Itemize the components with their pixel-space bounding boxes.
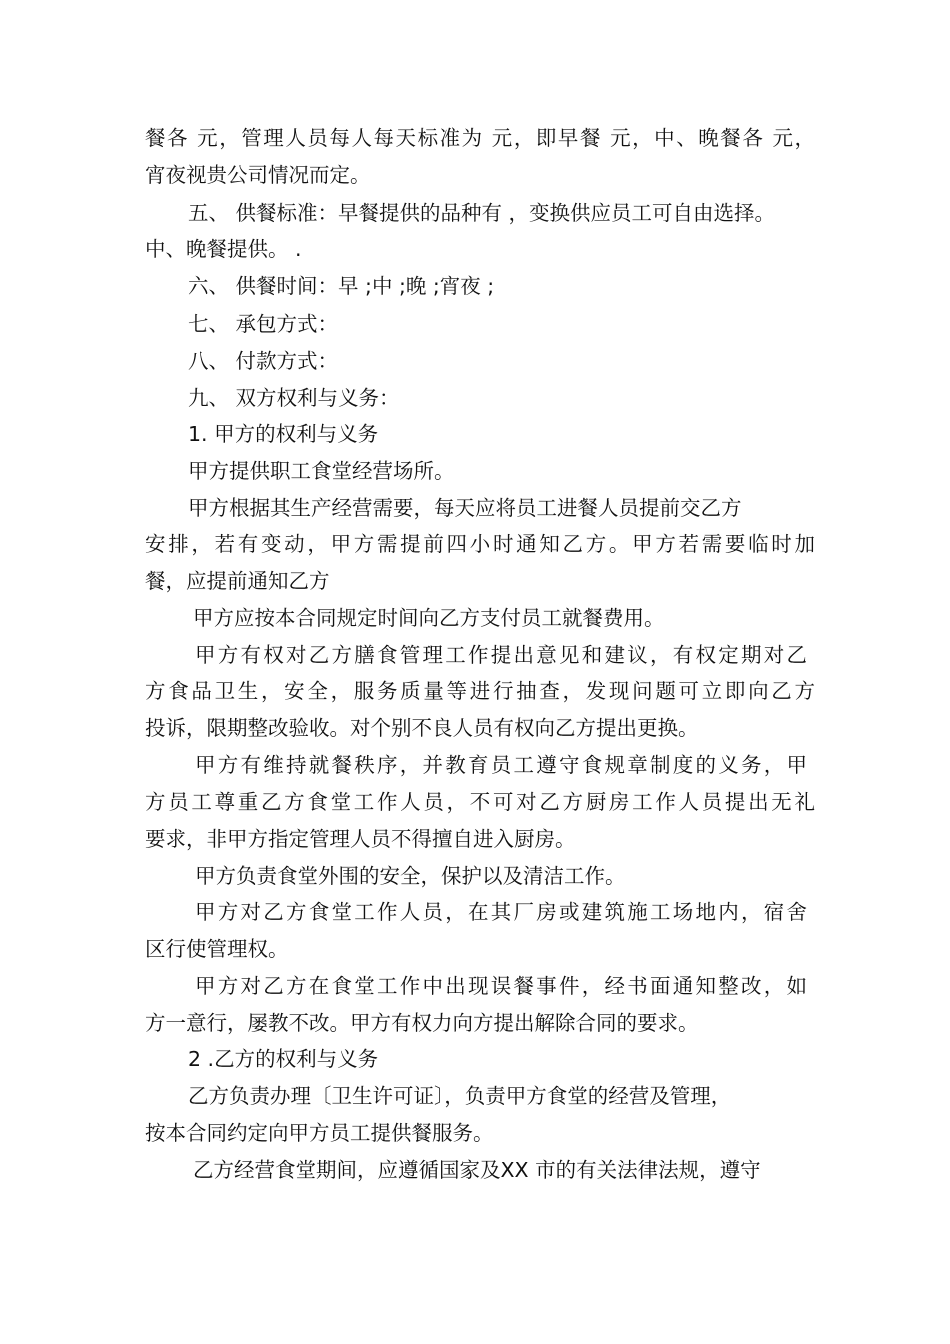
subsection-heading-party-b: 2 .乙方的权利与义务 <box>188 1047 379 1071</box>
paragraph-line: 安排，若有变动，甲方需提前四小时通知乙方。甲方若需要临时加 <box>145 532 815 556</box>
paragraph-line: 乙方负责办理〔卫生许可证〕，负责甲方食堂的经营及管理， <box>188 1084 732 1108</box>
paragraph-line: 甲方有权对乙方膳食管理工作提出意见和建议，有权定期对乙 <box>195 643 807 667</box>
paragraph-line: 方员工尊重乙方食堂工作人员，不可对乙方厨房工作人员提出无礼 <box>145 790 815 814</box>
paragraph-line: 乙方经营食堂期间，应遵循国家及XX 市的有关法律法规，遵守 <box>193 1158 761 1182</box>
paragraph-line: 餐各 元，管理人员每人每天标准为 元，即早餐 元，中、晚餐各 元， <box>145 126 815 150</box>
paragraph-line: 按本合同约定向甲方员工提供餐服务。 <box>145 1121 494 1145</box>
section-heading-nine: 九、 双方权利与义务： <box>188 386 400 410</box>
paragraph-line: 餐，应提前通知乙方 <box>145 569 330 593</box>
paragraph-line: 甲方负责食堂外围的安全，保护以及清洁工作。 <box>195 864 626 888</box>
subsection-heading-party-a: 1. 甲方的权利与义务 <box>188 422 379 446</box>
section-heading-seven: 七、 承包方式： <box>188 312 339 336</box>
paragraph-line: 甲方对乙方食堂工作人员，在其厂房或建筑施工场地内，宿舍 <box>195 900 807 924</box>
paragraph-line: 方食品卫生，安全，服务质量等进行抽查，发现问题可立即向乙方 <box>145 679 815 703</box>
paragraph-line: 宵夜视贵公司情况而定。 <box>145 163 371 187</box>
paragraph-line: 区行使管理权。 <box>145 937 289 961</box>
paragraph-line: 甲方根据其生产经营需要，每天应将员工进餐人员提前交乙方 <box>188 496 742 520</box>
paragraph-line: 甲方有维持就餐秩序，并教育员工遵守食规章制度的义务，甲 <box>195 753 807 777</box>
paragraph-line: 甲方应按本合同规定时间向乙方支付员工就餐费用。 <box>193 606 665 630</box>
paragraph-line: 甲方对乙方在食堂工作中出现误餐事件，经书面通知整改，如 <box>195 974 807 998</box>
paragraph-line: 投诉，限期整改验收。对个别不良人员有权向乙方提出更换。 <box>145 716 699 740</box>
paragraph-line: 方一意行，屡教不改。甲方有权力向方提出解除合同的要求。 <box>145 1011 699 1035</box>
section-heading-five: 五、 供餐标准：早餐提供的品种有 ，变换供应员工可自由选择。 <box>188 201 776 225</box>
section-heading-six: 六、 供餐时间：早 ;中 ;晚 ;宵夜 ; <box>188 274 495 298</box>
paragraph-line: 中、晚餐提供。 . <box>145 237 302 261</box>
paragraph-line: 甲方提供职工食堂经营场所。 <box>188 459 455 483</box>
section-heading-eight: 八、 付款方式： <box>188 349 339 373</box>
paragraph-line: 要求，非甲方指定管理人员不得擅自进入厨房。 <box>145 827 576 851</box>
